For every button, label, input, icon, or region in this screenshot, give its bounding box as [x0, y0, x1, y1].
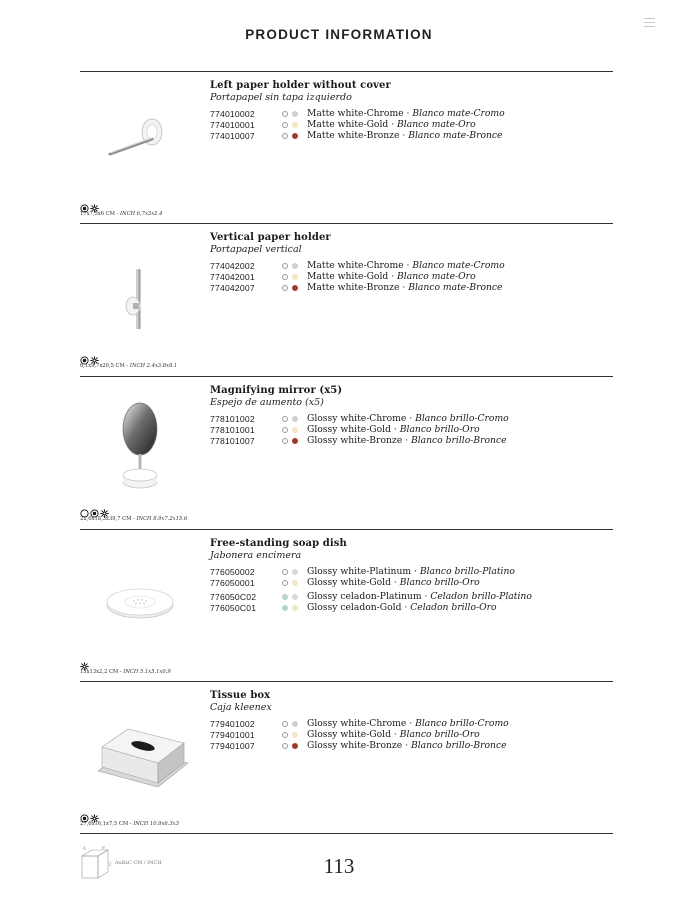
variant-code: 774042002	[210, 261, 255, 271]
variant-finish-es: Blanco brillo-Bronce	[410, 740, 507, 751]
product-name: Left paper holder without cover	[210, 80, 391, 91]
finish-swatch-1	[282, 732, 288, 738]
variant-finish: Glossy white-Platinum	[307, 566, 412, 577]
finish-swatch-1	[282, 285, 288, 291]
variant-finish: Glossy white-Gold	[307, 729, 391, 740]
finish-swatch-2	[292, 438, 298, 444]
finish-swatch-1	[282, 743, 288, 749]
variant-code: 776050002	[210, 567, 255, 577]
finish-swatch-1	[282, 569, 288, 575]
variant-finish: Matte white-Chrome	[307, 108, 404, 119]
variant-finish: Glossy celadon-Platinum	[307, 591, 422, 602]
finish-swatch-2	[292, 427, 298, 433]
variant-code: 778101007	[210, 436, 255, 446]
variant-finish-es: Blanco mate-Bronce	[408, 130, 503, 141]
variant-finish-es: Blanco mate-Cromo	[412, 108, 505, 119]
finish-swatch-2	[292, 274, 298, 280]
variant-code: 774010002	[210, 109, 255, 119]
variant-code: 778101001	[210, 425, 255, 435]
finish-swatch-2	[292, 416, 298, 422]
finish-swatch-1	[282, 721, 288, 727]
variant-code: 779401007	[210, 741, 255, 751]
variant-finish-es: Blanco mate-Cromo	[412, 260, 505, 271]
finish-swatch-2	[292, 263, 298, 269]
footer-divider	[80, 833, 613, 834]
product-section-soap-dish: Free-standing soap dish Jabonera encimera 776050002 Glossy white-Platinum · Blanco brillo-Platino 776050001 Glossy white-Gold · Blanco brillo-Oro 776050C02 Glossy celadon-Platinum · Celadon brillo-Platino 776050C01 Glossy celadon-Gold · Celadon brillo-Oro 13x13x2,2 CM - INCH 5.1x5.1x0.9	[80, 529, 613, 683]
adhesive-symbol-icon	[90, 198, 99, 207]
variant-finish-es: Blanco mate-Oro	[397, 271, 476, 282]
variant-finish-es: Blanco brillo-Oro	[399, 577, 480, 588]
variant-code: 778101002	[210, 414, 255, 424]
product-name: Tissue box	[210, 690, 271, 701]
finish-swatch-1	[282, 438, 288, 444]
product-name-es: Espejo de aumento (x5)	[210, 397, 324, 408]
adhesive-symbol-icon	[80, 656, 89, 665]
screw-symbol-icon	[80, 808, 89, 817]
variant-finish: Matte white-Bronze	[307, 282, 400, 293]
product-name-es: Portapapel vertical	[210, 244, 302, 255]
variant-code: 776050001	[210, 578, 255, 588]
product-name: Vertical paper holder	[210, 232, 331, 243]
variant-finish-es: Blanco brillo-Platino	[419, 566, 515, 577]
variant-code: 779401001	[210, 730, 255, 740]
product-dimensions: 13x13x2,2 CM - INCH 5.1x5.1x0.9	[80, 669, 171, 675]
screw-symbol-icon	[90, 503, 99, 512]
variant-finish-es: Blanco brillo-Bronce	[410, 435, 507, 446]
variant-finish-es: Blanco brillo-Oro	[399, 729, 480, 740]
product-section-left-paper-holder: Left paper holder without cover Portapapel sin tapa izquierdo 774010002 Matte white-Chrome · Blanco mate-Cromo 774010001 Matte white-Gold · Blanco mate-Oro 774010007 Matte white-Bronze · Blanco mate-Bronce 17x7,5x6 CM - INCH 6,7x3x2.4	[80, 71, 613, 225]
svg-text:C: C	[109, 862, 112, 867]
page-number: 113	[323, 854, 355, 878]
finish-swatch-1	[282, 122, 288, 128]
tissue-box-image	[92, 707, 192, 787]
menu-icon[interactable]	[644, 18, 655, 27]
adhesive-symbol-icon	[90, 808, 99, 817]
finish-swatch-2	[292, 285, 298, 291]
magnifying-mirror-image	[100, 397, 180, 497]
finish-swatch-2	[292, 569, 298, 575]
variant-finish: Matte white-Gold	[307, 119, 389, 130]
variant-finish-es: Blanco mate-Bronce	[408, 282, 503, 293]
product-dimensions: 22,6x18,3x39,7 CM - INCH 8.9x7.2x15.6	[80, 516, 188, 522]
finish-swatch-1	[282, 594, 288, 600]
adhesive-symbol-icon	[100, 503, 109, 512]
variant-finish-es: Blanco brillo-Cromo	[415, 718, 509, 729]
screw-symbol-icon	[80, 350, 89, 359]
finish-swatch-2	[292, 594, 298, 600]
product-dimensions: 17x7,5x6 CM - INCH 6,7x3x2.4	[80, 211, 163, 217]
installation-symbols	[80, 808, 99, 819]
variant-code: 774042001	[210, 272, 255, 282]
product-dimensions: 27,6x16,1x7,5 CM - INCH 10.9x6.3x3	[80, 821, 179, 827]
finish-swatch-2	[292, 732, 298, 738]
variant-finish-es: Blanco brillo-Cromo	[415, 413, 509, 424]
product-name-es: Jabonera encimera	[210, 550, 302, 561]
finish-swatch-2	[292, 111, 298, 117]
installation-symbols	[80, 350, 99, 361]
finish-swatch-1	[282, 111, 288, 117]
legend-text: AxBxC CM / INCH	[115, 860, 162, 866]
variant-finish: Glossy white-Bronze	[307, 435, 403, 446]
product-section-magnifying-mirror: Magnifying mirror (x5) Espejo de aumento (x5) 778101002 Glossy white-Chrome · Blanco brillo-Cromo 778101001 Glossy white-Gold · Blanco brillo-Oro 778101007 Glossy white-Bronze · Blanco brillo-Bronce 22,6x18,3x39,7 CM - INCH 8.9x7.2x15.6	[80, 376, 613, 530]
variant-code: 774010001	[210, 120, 255, 130]
product-section-tissue-box: Tissue box Caja kleenex 779401002 Glossy white-Chrome · Blanco brillo-Cromo 779401001 Glossy white-Gold · Blanco brillo-Oro 779401007 Glossy white-Bronze · Blanco brillo-Bronce 27,6x16,1x7,5 CM - INCH 10.9x6.3x3	[80, 681, 613, 835]
product-section-vertical-paper-holder: Vertical paper holder Portapapel vertical 774042002 Matte white-Chrome · Blanco mate-Cromo 774042001 Matte white-Gold · Blanco mate-Oro 774042007 Matte white-Bronze · Blanco mate-Bronce 6,1x9,7x20,5 CM - INCH 2.4x3.8x8.1	[80, 223, 613, 377]
finish-swatch-1	[282, 274, 288, 280]
finish-swatch-2	[292, 580, 298, 586]
installation-symbols	[80, 503, 109, 514]
svg-text:B: B	[102, 846, 105, 850]
product-name: Magnifying mirror (x5)	[210, 385, 343, 396]
soap-dish-image	[100, 555, 180, 635]
left-paper-holder-image	[100, 97, 180, 177]
variant-finish-es: Blanco brillo-Oro	[399, 424, 480, 435]
screw-symbol-icon	[80, 198, 89, 207]
page-title: PRODUCT INFORMATION	[245, 27, 433, 42]
finish-swatch-1	[282, 580, 288, 586]
variant-finish: Glossy white-Chrome	[307, 718, 407, 729]
variant-code: 779401002	[210, 719, 255, 729]
variant-finish-es: Blanco mate-Oro	[397, 119, 476, 130]
variant-finish: Matte white-Chrome	[307, 260, 404, 271]
variant-finish: Glossy white-Chrome	[307, 413, 407, 424]
variant-finish: Glossy white-Gold	[307, 577, 391, 588]
product-name: Free-standing soap dish	[210, 538, 347, 549]
freestanding-symbol-icon	[80, 503, 89, 512]
product-dimensions: 6,1x9,7x20,5 CM - INCH 2.4x3.8x8.1	[80, 363, 178, 369]
svg-text:A: A	[83, 846, 86, 851]
finish-swatch-1	[282, 263, 288, 269]
finish-swatch-1	[282, 133, 288, 139]
finish-swatch-2	[292, 721, 298, 727]
product-name-es: Portapapel sin tapa izquierdo	[210, 92, 352, 103]
finish-swatch-1	[282, 427, 288, 433]
finish-swatch-1	[282, 416, 288, 422]
variant-finish: Glossy white-Gold	[307, 424, 391, 435]
variant-code: 774010007	[210, 131, 255, 141]
variant-code: 776050C02	[210, 592, 257, 602]
finish-swatch-2	[292, 743, 298, 749]
variant-code: 776050C01	[210, 603, 257, 613]
installation-symbols	[80, 198, 99, 209]
vertical-paper-holder-image	[100, 249, 180, 329]
finish-swatch-2	[292, 133, 298, 139]
variant-code: 774042007	[210, 283, 255, 293]
variant-finish-es: Celadon brillo-Platino	[430, 591, 532, 602]
product-name-es: Caja kleenex	[210, 702, 272, 713]
installation-symbols	[80, 656, 89, 667]
variant-finish-es: Celadon brillo-Oro	[410, 602, 497, 613]
adhesive-symbol-icon	[90, 350, 99, 359]
finish-swatch-2	[292, 605, 298, 611]
variant-finish: Matte white-Bronze	[307, 130, 400, 141]
variant-finish: Matte white-Gold	[307, 271, 389, 282]
variant-finish: Glossy white-Bronze	[307, 740, 403, 751]
variant-finish: Glossy celadon-Gold	[307, 602, 402, 613]
finish-swatch-1	[282, 605, 288, 611]
finish-swatch-2	[292, 122, 298, 128]
